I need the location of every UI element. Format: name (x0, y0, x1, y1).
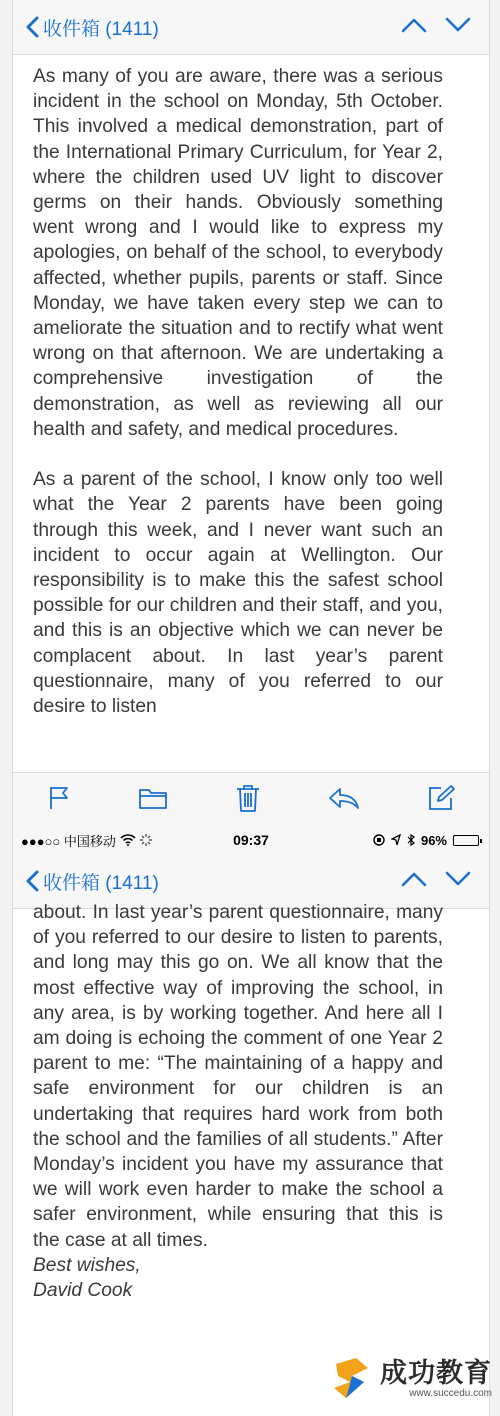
back-button[interactable] (25, 868, 159, 895)
chevron-left-icon (25, 870, 39, 892)
email-paragraph: about. In last year’s parent questionnaire, many of you referred to our desire to listen to parents, and long may this go on. We all know that the most effective way of improving the school, in any area, is by working together. And here all I am doing is echoing the comment of one Year 2 parent to me: “The maintaining of a happy and safe environment for our children is an undertaking that requires hard work from both the school and the families of all students.” After Monday’s incident you have my assurance that we will work even harder to make the school a safer environment, while ensuring that this is the case at all times. (33, 902, 443, 1251)
email-body-top (33, 64, 443, 719)
reply-icon (328, 786, 360, 810)
previous-message-button[interactable] (401, 17, 427, 38)
signoff-name: David Cook (33, 1280, 133, 1302)
compose-button[interactable] (427, 784, 455, 817)
carrier-label: ●●●○○ 中国移动 (21, 833, 116, 849)
back-button[interactable] (25, 14, 159, 41)
chevron-left-icon (25, 16, 39, 38)
battery-icon (453, 835, 479, 846)
chevron-down-icon (445, 17, 471, 33)
status-time: 09:37 (233, 832, 269, 848)
next-message-button[interactable] (445, 871, 471, 892)
email-body-bottom (33, 900, 443, 1303)
chevron-down-icon (445, 871, 471, 887)
succedu-logo-icon (330, 1354, 374, 1402)
flag-icon (47, 785, 71, 811)
compose-icon (427, 784, 455, 812)
signoff-greeting: Best wishes, (33, 1254, 141, 1276)
email-paragraph: As many of you are aware, there was a serious incident in the school on Monday, 5th October. This involved a medical demonstration, part of the International Primary Curriculum, for Year 2, where the children used UV light to discover germs on their hands. Obviously something went wrong and I would like to express my apologies, on behalf of the school, to everybody affected, whether pupils, parents or staff. Since Monday, we have taken every step we can to ameliorate the situation and to rectify what went wrong on that afternoon. We are undertaking a comprehensive investigation of the demonstration, as well as reviewing all our health and safety, and medical procedures. (33, 66, 443, 440)
chevron-up-icon (401, 871, 427, 887)
nav-bar (13, 0, 489, 55)
battery-percent: 96% (420, 832, 447, 848)
watermark-title: 成功教育 (380, 1357, 492, 1388)
folder-icon (138, 786, 168, 810)
message-toolbar (13, 772, 489, 826)
previous-message-button[interactable] (401, 871, 427, 892)
back-label: 收件箱 (1411) (43, 872, 159, 894)
watermark-url: www.succedu.com (409, 1387, 492, 1399)
trash-icon (235, 783, 261, 813)
email-paragraph: As a parent of the school, I know only too well what the Year 2 parents have been going through this week, and I never want such an incident to occur again at Wellington. Our responsibility is to make this the safest school possible for our children and their staff, and you, and this is an objective which we can never be complacent about. In last year’s parent questionnaire, many of you referred to our desire to listen (33, 469, 443, 718)
signoff (33, 1253, 443, 1303)
back-label: 收件箱 (1411) (43, 18, 159, 40)
next-message-button[interactable] (445, 17, 471, 38)
reply-button[interactable] (328, 786, 360, 815)
watermark-logo (330, 1354, 492, 1402)
delete-button[interactable] (235, 783, 261, 818)
chevron-up-icon (401, 17, 427, 33)
status-bar (13, 826, 489, 854)
move-to-folder-button[interactable] (138, 786, 168, 815)
flag-button[interactable] (47, 785, 71, 816)
